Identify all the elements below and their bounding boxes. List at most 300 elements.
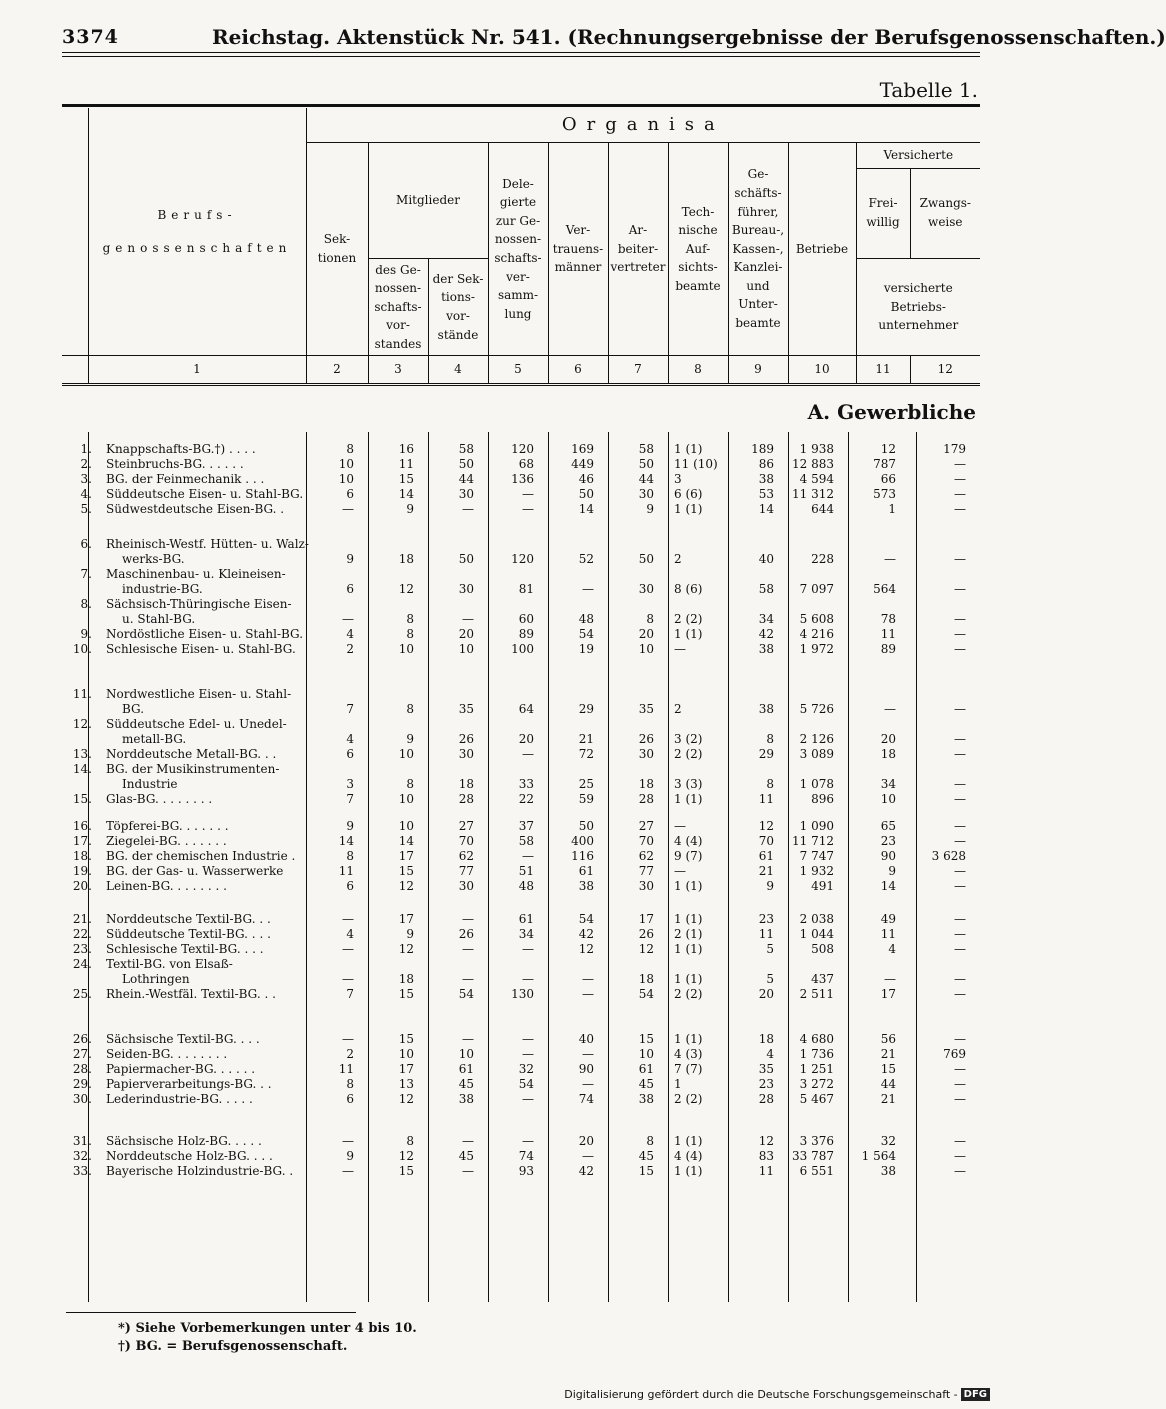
cell-c11: 1 564 [861, 1149, 896, 1163]
cell-c4: 28 [458, 792, 474, 806]
cell-c10: 3 376 [799, 1134, 834, 1148]
cell-c9: 8 [766, 777, 774, 791]
table-row [62, 1164, 980, 1179]
cell-c2: 9 [346, 819, 354, 833]
cell-c7: 45 [638, 1077, 654, 1091]
cell-c2: 2 [346, 642, 354, 656]
row-name: Sächsische Textil-BG. . . . [106, 1032, 260, 1046]
table-row [62, 597, 980, 627]
table-row [62, 927, 980, 942]
cell-c11: 573 [873, 487, 896, 501]
table-row [62, 717, 980, 747]
cell-c3: 8 [406, 702, 414, 716]
cell-c7: 30 [638, 879, 654, 893]
col-number-3: 3 [368, 356, 428, 385]
cell-c8: 3 (3) [674, 777, 703, 791]
page-title: Reichstag. Aktenstück Nr. 541. (Rechnungsergebnisse der Berufsgenossenschaften.) [212, 25, 1166, 49]
col-delegierte: Dele-gierte zur Ge-nossen-schafts-ver-samm-lung [488, 142, 548, 356]
table-row [62, 819, 980, 834]
cell-c5: 130 [511, 987, 534, 1001]
table-row [62, 1047, 980, 1062]
table-row [62, 1077, 980, 1092]
cell-c4: — [462, 502, 474, 516]
cell-c2: 14 [338, 834, 354, 848]
cell-c9: 28 [758, 1092, 774, 1106]
cell-c4: 26 [458, 927, 474, 941]
cell-c2: 4 [346, 627, 354, 641]
cell-c3: 16 [398, 442, 414, 456]
cell-c10: 1 736 [799, 1047, 834, 1061]
cell-c7: 54 [638, 987, 654, 1001]
cell-c12: — [954, 1062, 966, 1076]
cell-c3: 8 [406, 1134, 414, 1148]
cell-c12: — [954, 912, 966, 926]
table-row [62, 864, 980, 879]
row-name: Seiden-BG. . . . . . . . [106, 1047, 228, 1061]
cell-c8: — [674, 864, 686, 878]
row-name: Süddeutsche Textil-BG. . . . [106, 927, 271, 941]
cell-c6: 38 [578, 879, 594, 893]
cell-c12: 179 [943, 442, 966, 456]
cell-c10: 3 089 [799, 747, 834, 761]
cell-c6: — [582, 1149, 594, 1163]
cell-c10: 6 551 [799, 1164, 834, 1178]
cell-c2: 4 [346, 732, 354, 746]
cell-c10: 1 044 [799, 927, 834, 941]
cell-c3: 13 [398, 1077, 414, 1091]
row-number: 14. [72, 762, 92, 776]
cell-c6: 400 [571, 834, 594, 848]
cell-c11: 15 [880, 1062, 896, 1076]
cell-c9: 11 [758, 1164, 774, 1178]
col-berufsgenossenschaften [88, 108, 306, 356]
cell-c11: 34 [880, 777, 896, 791]
header-rule-thin [62, 56, 980, 57]
cell-c3: 18 [398, 552, 414, 566]
cell-c12: — [954, 1077, 966, 1091]
cell-c5: — [522, 942, 534, 956]
cell-c12: — [954, 552, 966, 566]
berufs-label: Berufs- [157, 208, 237, 223]
cell-c4: 50 [458, 552, 474, 566]
cell-c9: 11 [758, 792, 774, 806]
row-number: 13. [72, 747, 92, 761]
cell-c6: 169 [571, 442, 594, 456]
cell-c7: 77 [638, 864, 654, 878]
cell-c11: 18 [880, 747, 896, 761]
cell-c7: 9 [646, 502, 654, 516]
table-row [62, 567, 980, 597]
cell-c6: 25 [578, 777, 594, 791]
cell-c7: 18 [638, 777, 654, 791]
col-number-6: 6 [548, 356, 608, 385]
row-number: 27. [72, 1047, 92, 1061]
cell-c3: 9 [406, 927, 414, 941]
cell-c7: 15 [638, 1164, 654, 1178]
credit-text: Digitalisierung gefördert durch die Deutsche Forschungsgemeinschaft - [564, 1388, 958, 1401]
cell-c8: 4 (4) [674, 1149, 703, 1163]
row-name: Schlesische Eisen- u. Stahl-BG. [106, 642, 296, 656]
row-name: Nordöstliche Eisen- u. Stahl-BG. [106, 627, 304, 641]
table-row [62, 457, 980, 472]
row-name: Papierverarbeitungs-BG. . . [106, 1077, 272, 1091]
cell-c3: 10 [398, 642, 414, 656]
cell-c7: 35 [638, 702, 654, 716]
cell-c8: — [674, 819, 686, 833]
cell-c6: 21 [578, 732, 594, 746]
cell-c5: 37 [518, 819, 534, 833]
cell-c8: 1 (1) [674, 1134, 703, 1148]
row-name: BG. der Musikinstrumenten- [106, 762, 280, 776]
cell-c10: 491 [811, 879, 834, 893]
cell-c11: — [884, 552, 896, 566]
cell-c2: 4 [346, 927, 354, 941]
cell-c10: 7 097 [799, 582, 834, 596]
cell-c12: — [954, 472, 966, 486]
col-number-12: 12 [910, 356, 980, 385]
cell-c5: 74 [518, 1149, 534, 1163]
cell-c3: 10 [398, 819, 414, 833]
cell-c12: — [954, 582, 966, 596]
cell-c5: 33 [518, 777, 534, 791]
cell-c3: 10 [398, 792, 414, 806]
cell-c11: 9 [888, 864, 896, 878]
table-row [62, 472, 980, 487]
cell-c10: 7 747 [799, 849, 834, 863]
cell-c6: 52 [578, 552, 594, 566]
cell-c5: 120 [511, 442, 534, 456]
table-top-rule [62, 104, 980, 107]
table-row [62, 537, 980, 567]
row-number: 18. [72, 849, 92, 863]
row-name: Textil-BG. von Elsaß- [106, 957, 233, 971]
cell-c2: 11 [338, 864, 354, 878]
cell-c7: 70 [638, 834, 654, 848]
row-number: 16. [72, 819, 92, 833]
row-number: 25. [72, 987, 92, 1001]
col-number-9: 9 [728, 356, 788, 385]
cell-c2: 6 [346, 1092, 354, 1106]
cell-c4: 35 [458, 702, 474, 716]
col-sektionen: Sek-tionen [306, 142, 368, 356]
cell-c9: 61 [758, 849, 774, 863]
table-header [62, 108, 980, 386]
footnote-2: †) BG. = Berufsgenossenschaft. [118, 1339, 348, 1354]
cell-c9: 86 [758, 457, 774, 471]
cell-c6: 59 [578, 792, 594, 806]
row-number: 2. [80, 457, 92, 471]
cell-c5: — [522, 1134, 534, 1148]
cell-c9: 53 [758, 487, 774, 501]
section-title: A. Gewerbliche [807, 400, 976, 424]
row-name-continued: BG. [122, 702, 145, 716]
cell-c12: — [954, 834, 966, 848]
cell-c5: — [522, 1032, 534, 1046]
cell-c4: 10 [458, 642, 474, 656]
cell-c11: 89 [880, 642, 896, 656]
page-header [62, 22, 1166, 50]
cell-c8: 1 (1) [674, 912, 703, 926]
cell-c11: 49 [880, 912, 896, 926]
cell-c7: 62 [638, 849, 654, 863]
cell-c5: 60 [518, 612, 534, 626]
col-number-11: 11 [856, 356, 910, 385]
genossenschaften-label: genossenschaften [102, 240, 292, 255]
cell-c5: 51 [518, 864, 534, 878]
table-row [62, 912, 980, 927]
cell-c6: 42 [578, 927, 594, 941]
cell-c10: 4 680 [799, 1032, 834, 1046]
cell-c10: 437 [811, 972, 834, 986]
cell-c11: 17 [880, 987, 896, 1001]
cell-c8: 7 (7) [674, 1062, 703, 1076]
cell-c8: 8 (6) [674, 582, 703, 596]
cell-c7: 44 [638, 472, 654, 486]
cell-c2: 3 [346, 777, 354, 791]
cell-c8: 11 (10) [674, 457, 718, 471]
cell-c9: 58 [758, 582, 774, 596]
cell-c4: 30 [458, 487, 474, 501]
cell-c11: 14 [880, 879, 896, 893]
cell-c2: 11 [338, 1062, 354, 1076]
cell-c10: 5 726 [799, 702, 834, 716]
row-number: 3. [80, 472, 92, 486]
row-name: BG. der Gas- u. Wasserwerke [106, 864, 284, 878]
cell-c8: 2 (1) [674, 927, 703, 941]
cell-c11: 21 [880, 1092, 896, 1106]
cell-c10: 11 712 [792, 834, 834, 848]
row-number: 20. [72, 879, 92, 893]
cell-c2: 10 [338, 457, 354, 471]
cell-c6: 74 [578, 1092, 594, 1106]
cell-c12: — [954, 777, 966, 791]
cell-c7: 8 [646, 612, 654, 626]
cell-c12: — [954, 1134, 966, 1148]
cell-c6: — [582, 972, 594, 986]
cell-c3: 18 [398, 972, 414, 986]
col-geschaeftsfuehrer: Ge-schäfts-führer, Bureau-, Kassen-, Kanzlei- und Unter-beamte [728, 142, 788, 356]
row-name-continued: metall-BG. [122, 732, 187, 746]
col-number-2: 2 [306, 356, 368, 385]
cell-c8: 2 (2) [674, 987, 703, 1001]
cell-c10: 5 608 [799, 612, 834, 626]
cell-c7: 61 [638, 1062, 654, 1076]
cell-c7: 27 [638, 819, 654, 833]
table-row [62, 642, 980, 657]
cell-c12: — [954, 1164, 966, 1178]
cell-c6: 19 [578, 642, 594, 656]
cell-c9: 21 [758, 864, 774, 878]
cell-c10: 11 312 [792, 487, 834, 501]
cell-c5: 100 [511, 642, 534, 656]
col-vertrauensmaenner: Ver-trauens-männer [548, 142, 608, 356]
cell-c5: 89 [518, 627, 534, 641]
table-row [62, 1032, 980, 1047]
cell-c5: 93 [518, 1164, 534, 1178]
cell-c12: — [954, 819, 966, 833]
cell-c5: — [522, 972, 534, 986]
cell-c9: 35 [758, 1062, 774, 1076]
row-number: 11. [72, 687, 92, 701]
row-number: 9. [80, 627, 92, 641]
cell-c9: 38 [758, 642, 774, 656]
cell-c12: — [954, 457, 966, 471]
cell-c12: — [954, 972, 966, 986]
cell-c9: 83 [758, 1149, 774, 1163]
cell-c3: 14 [398, 834, 414, 848]
table-row [62, 1149, 980, 1164]
row-name: Knappschafts-BG.†) . . . . [106, 442, 256, 456]
cell-c11: 12 [880, 442, 896, 456]
cell-c11: 32 [880, 1134, 896, 1148]
cell-c8: 2 [674, 552, 682, 566]
cell-c6: 20 [578, 1134, 594, 1148]
col-number-1: 1 [88, 356, 306, 385]
cell-c12: — [954, 732, 966, 746]
cell-c11: 38 [880, 1164, 896, 1178]
cell-c3: 10 [398, 1047, 414, 1061]
cell-c9: 38 [758, 472, 774, 486]
row-number: 31. [72, 1134, 92, 1148]
cell-c2: — [342, 612, 354, 626]
cell-c7: 15 [638, 1032, 654, 1046]
cell-c2: — [342, 972, 354, 986]
cell-c4: 77 [458, 864, 474, 878]
table-row [62, 502, 980, 517]
cell-c9: 29 [758, 747, 774, 761]
cell-c6: 449 [571, 457, 594, 471]
row-name: Norddeutsche Metall-BG. . . [106, 747, 277, 761]
row-name: Leinen-BG. . . . . . . . [106, 879, 227, 893]
table-row [62, 762, 980, 792]
row-number: 24. [72, 957, 92, 971]
cell-c12: — [954, 1092, 966, 1106]
cell-c12: — [954, 642, 966, 656]
row-number: 19. [72, 864, 92, 878]
cell-c6: — [582, 987, 594, 1001]
cell-c4: — [462, 912, 474, 926]
cell-c8: — [674, 642, 686, 656]
cell-c7: 45 [638, 1149, 654, 1163]
cell-c11: 11 [880, 627, 896, 641]
cell-c8: 4 (3) [674, 1047, 703, 1061]
cell-c5: 61 [518, 912, 534, 926]
cell-c12: — [954, 1032, 966, 1046]
cell-c11: 23 [880, 834, 896, 848]
cell-c4: 10 [458, 1047, 474, 1061]
cell-c9: 14 [758, 502, 774, 516]
cell-c5: 81 [518, 582, 534, 596]
col-betriebe: Betriebe [788, 142, 856, 356]
cell-c5: 120 [511, 552, 534, 566]
cell-c5: 58 [518, 834, 534, 848]
cell-c10: 12 883 [792, 457, 834, 471]
digitization-credit [564, 1388, 990, 1401]
row-number: 29. [72, 1077, 92, 1091]
table-row [62, 987, 980, 1002]
table-row [62, 1062, 980, 1077]
cell-c8: 3 (2) [674, 732, 703, 746]
cell-c11: 1 [888, 502, 896, 516]
cell-c4: 27 [458, 819, 474, 833]
cell-c6: 61 [578, 864, 594, 878]
cell-c4: 45 [458, 1149, 474, 1163]
cell-c7: 18 [638, 972, 654, 986]
cell-c10: 1 938 [799, 442, 834, 456]
row-number: 4. [80, 487, 92, 501]
cell-c3: 15 [398, 472, 414, 486]
cell-c9: 4 [766, 1047, 774, 1061]
cell-c4: 18 [458, 777, 474, 791]
col-number-10: 10 [788, 356, 856, 385]
cell-c12: 3 628 [931, 849, 966, 863]
cell-c12: — [954, 879, 966, 893]
cell-c11: 11 [880, 927, 896, 941]
cell-c3: 10 [398, 747, 414, 761]
cell-c5: 48 [518, 879, 534, 893]
row-name: Glas-BG. . . . . . . . [106, 792, 213, 806]
cell-c2: 10 [338, 472, 354, 486]
footnote-rule [66, 1312, 356, 1313]
cell-c3: 12 [398, 1149, 414, 1163]
cell-c7: 12 [638, 942, 654, 956]
cell-c6: — [582, 1047, 594, 1061]
cell-c7: 50 [638, 552, 654, 566]
row-name-continued: werks-BG. [122, 552, 185, 566]
cell-c3: 8 [406, 627, 414, 641]
cell-c2: — [342, 912, 354, 926]
cell-c10: 1 251 [799, 1062, 834, 1076]
cell-c3: 9 [406, 732, 414, 746]
row-name: BG. der chemischen Industrie . [106, 849, 296, 863]
cell-c4: — [462, 972, 474, 986]
cell-c10: 896 [811, 792, 834, 806]
table-row [62, 747, 980, 762]
table-row [62, 834, 980, 849]
cell-c8: 3 [674, 472, 682, 486]
row-number: 21. [72, 912, 92, 926]
cell-c12: — [954, 627, 966, 641]
cell-c3: 9 [406, 502, 414, 516]
cell-c4: 45 [458, 1077, 474, 1091]
row-name: Schlesische Textil-BG. . . . [106, 942, 264, 956]
cell-c11: 20 [880, 732, 896, 746]
cell-c3: 15 [398, 1164, 414, 1178]
cell-c4: 58 [458, 442, 474, 456]
cell-c7: 28 [638, 792, 654, 806]
cell-c5: — [522, 502, 534, 516]
row-name-continued: industrie-BG. [122, 582, 203, 596]
cell-c2: 7 [346, 702, 354, 716]
cell-c5: 20 [518, 732, 534, 746]
cell-c5: 136 [511, 472, 534, 486]
row-number: 5. [80, 502, 92, 516]
cell-c8: 1 [674, 1077, 682, 1091]
cell-c12: — [954, 942, 966, 956]
cell-c4: 70 [458, 834, 474, 848]
cell-c11: 78 [880, 612, 896, 626]
cell-c12: — [954, 487, 966, 501]
org-heading: Organisa [306, 108, 980, 142]
row-name: Süddeutsche Eisen- u. Stahl-BG. [106, 487, 304, 501]
cell-c3: 12 [398, 1092, 414, 1106]
cell-c5: 22 [518, 792, 534, 806]
table-row [62, 957, 980, 987]
cell-c11: 65 [880, 819, 896, 833]
cell-c4: 38 [458, 1092, 474, 1106]
cell-c2: 6 [346, 747, 354, 761]
row-number: 33. [72, 1164, 92, 1178]
